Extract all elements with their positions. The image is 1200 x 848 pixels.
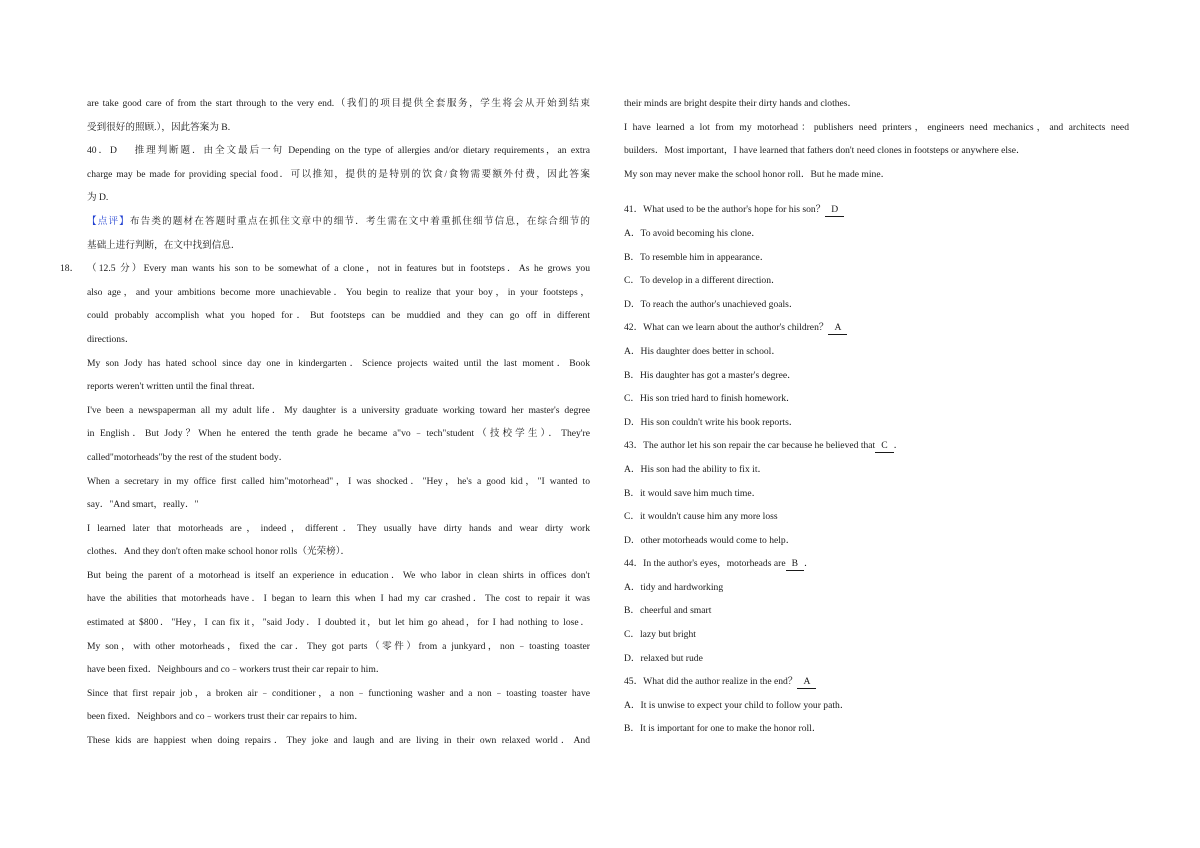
option-d: D．To reach the author's unachieved goals． (624, 298, 799, 310)
passage-line: But being the parent of a motorhead is itself an experience in education．We who labor in clean shirts in offices don't (87, 569, 590, 581)
option-c: C．it wouldn't cause him any more loss (624, 511, 778, 523)
passage-line: estimated at $800．"Hey，I can fix it，"said Jody．I doubted it，but let him go ahead，for I had nothing to lose． (87, 617, 590, 629)
passage-line: been fixed．Neighbors and co﹣workers trust their car repairs to him． (87, 711, 364, 723)
question-stem: 42．What can we learn about the author's children？ (624, 322, 829, 334)
option-b: B．It is important for one to make the honor roll． (624, 723, 822, 735)
option-a: A．His son had the ability to fix it． (624, 463, 768, 475)
answer-blank: D (825, 204, 844, 217)
answer-blank: A (797, 676, 816, 689)
text-line: 受到很好的照顾.），因此答案为 B. (87, 121, 231, 133)
answer-blank: C (875, 440, 893, 453)
option-c: C．His son tried hard to finish homework． (624, 393, 796, 405)
option-b: B．it would save him much time． (624, 487, 762, 499)
option-a: A．His daughter does better in school． (624, 345, 781, 357)
question-43 (624, 434, 1129, 458)
passage-line: have the abilities that motorheads have．I began to learn this when I had my car crashed．The cost to repair it was (87, 593, 590, 605)
passage-line: I have learned a lot from my motorhead：publishers need printers，engineers need mechanics，and architects need (624, 121, 1129, 133)
question-stem-tail: ． (893, 440, 904, 452)
passage-line: My son，with other motorheads，fixed the car．They got parts（零件）from a junkyard，non﹣toasting toaster (87, 640, 590, 652)
question-41 (624, 198, 1129, 222)
question-44 (624, 552, 1129, 576)
passage-line: their minds are bright despite their dirty hands and clothes． (624, 98, 858, 109)
question-stem: 41．What used to be the author's hope for his son？ (624, 204, 826, 216)
question-18-first-line (60, 257, 590, 281)
passage-line: My son may never make the school honor roll．But he made mine． (624, 168, 891, 180)
right-column (624, 92, 1129, 741)
option-d: D．other motorheads would come to help． (624, 534, 796, 546)
option-a: A．It is unwise to expect your child to follow your path． (624, 699, 850, 711)
review-line: 基础上进行判断，在文中找到信息． (87, 239, 241, 251)
review-tag: 【点评】 (87, 215, 130, 227)
review-text: 布告类的题材在答题时重点在抓住文章中的细节．考生需在文中着重抓住细节信息，在综合细节的 (129, 215, 591, 227)
option-d: D．relaxed but rude (624, 652, 703, 664)
question-stem-tail: ． (803, 558, 814, 570)
text-line: are take good care of from the start through to the very end.（我们的项目提供全套服务，学生将会从开始到结束 (87, 98, 590, 109)
passage-line: clothes．And they don't often make school honor rolls（光荣榜）． (87, 546, 351, 558)
spacer (624, 186, 1129, 198)
answer-40-line: charge may be made for providing special food．可以推知，提供的是特别的饮食/食物需要额外付费，因此答案 (87, 168, 590, 180)
answer-40-line: 40．D 推理判断题．由全文最后一句 Depending on the type of allergies and/or dietary requirements，an extra (87, 145, 590, 157)
option-c: C．To develop in a different direction． (624, 275, 781, 287)
question-stem: 43．The author let his son repair the car because he believed that (624, 440, 876, 452)
question-45 (624, 670, 1129, 694)
passage-line: Since that first repair job，a broken air﹣conditioner，a non﹣functioning washer and a non﹣toasting toaster have (87, 687, 590, 699)
question-18-text: （12.5 分）Every man wants his son to be somewhat of a clone，not in features but in footsteps．As he grows you (87, 263, 590, 275)
passage-line: called"motorheads"by the rest of the student body． (87, 451, 289, 463)
answer-blank: A (828, 322, 847, 335)
passage-line: say．"And smart，really．" (87, 499, 199, 511)
passage-line: reports weren't written until the final threat． (87, 381, 262, 393)
option-b: B．To resemble him in appearance． (624, 251, 770, 263)
passage-line: have been fixed．Neighbours and co﹣workers trust their car repair to him． (87, 664, 386, 676)
answer-40-line: 为 D. (87, 192, 109, 204)
option-a: A．To avoid becoming his clone． (624, 227, 761, 239)
answer-blank: B (786, 558, 804, 571)
question-stem: 44．In the author's eyes，motorheads are (624, 558, 786, 570)
passage-line: I've been a newspaperman all my adult life．My daughter is a university graduate working toward her master's degree (87, 404, 590, 416)
passage-line: When a secretary in my office first called him"motorhead"，I was shocked．"Hey，he's a good kid，"I wanted to (87, 475, 590, 487)
passage-line: also age，and your ambitions become more unachievable．You begin to realize that your boy，in your footsteps， (87, 286, 590, 298)
question-stem: 45．What did the author realize in the end？ (624, 676, 798, 688)
passage-line: builders．Most important，I have learned that fathers don't need clones in footsteps or anywhere else． (624, 145, 1026, 157)
passage-line: could probably accomplish what you hoped for．But footsteps can be muddied and they can go off in different (87, 310, 590, 322)
passage-line: My son Jody has hated school since day one in kindergarten．Science projects waited until the last moment．Book (87, 357, 590, 369)
option-c: C．lazy but bright (624, 629, 696, 641)
review-line (87, 210, 590, 234)
passage-line: These kids are happiest when doing repairs．They joke and laugh and are living in their own relaxed world．And (87, 735, 590, 747)
option-b: B．cheerful and smart (624, 605, 712, 617)
passage-line: I learned later that motorheads are，indeed，different．They usually have dirty hands and wear dirty work (87, 522, 590, 534)
question-18-number: 18． (60, 263, 80, 275)
passage-line: directions． (87, 333, 135, 345)
left-column (60, 92, 591, 753)
option-a: A．tidy and hardworking (624, 581, 724, 593)
passage-line: in English．But Jody？When he entered the tenth grade he became a"vo﹣tech"student（技校学生）．They're (87, 428, 590, 440)
option-b: B．His daughter has got a master's degree． (624, 369, 797, 381)
question-42 (624, 316, 1129, 340)
option-d: D．His son couldn't write his book reports． (624, 416, 799, 428)
